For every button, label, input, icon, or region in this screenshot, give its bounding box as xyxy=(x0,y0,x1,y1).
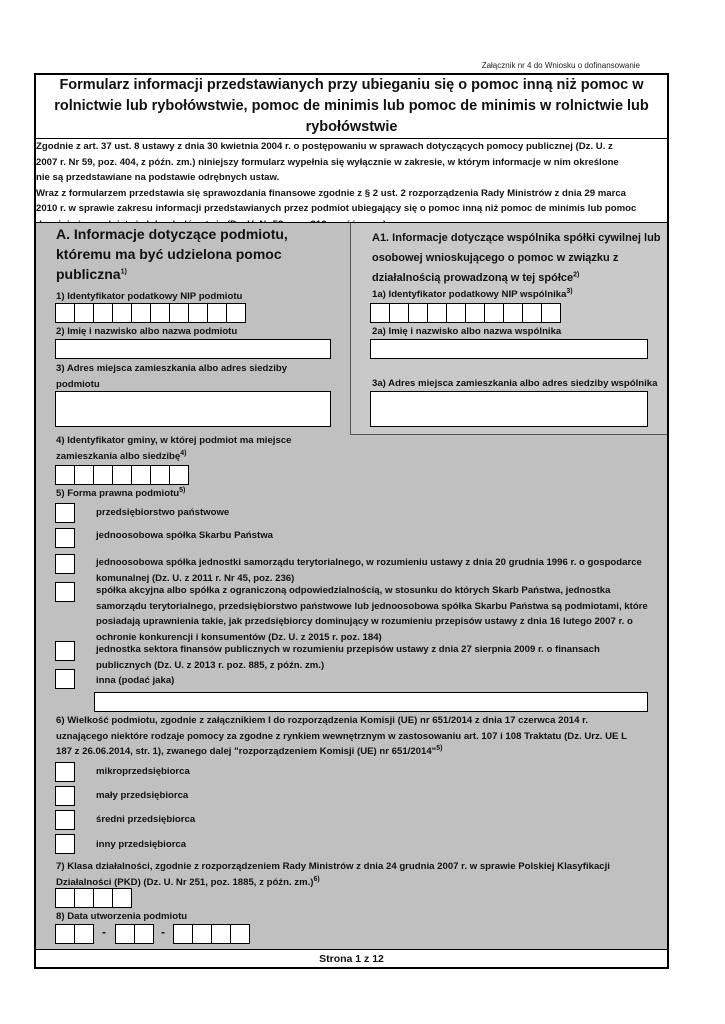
partner-nip-digit[interactable] xyxy=(503,303,523,323)
legal-form-checkbox[interactable] xyxy=(55,503,75,523)
nip-digit[interactable] xyxy=(150,303,170,323)
legal-form-option: jednostka sektora finansów publicznych w rozumieniu przepisów ustawy z dnia 27 sierpnia 2009 r. o finansach publicznych (Dz. U. z 2013 r. poz. 885, z późn. zm.) xyxy=(96,644,600,671)
partner-nip-digit[interactable] xyxy=(465,303,485,323)
legal-line: Zgodnie z art. 37 ust. 8 ustawy z dnia 30 kwietnia 2004 r. o postępowaniu w sprawach dotyczących pomocy publicznej (Dz. U. z xyxy=(36,141,613,152)
name-label: 2) Imię i nazwisko albo nazwa podmiotu xyxy=(56,326,238,337)
section-a1-heading-text: A1. Informacje dotyczące wspólnika spółki cywilnej lub osobowej wnioskującego o pomoc w związku z działalnością prowadzoną w tej spółce xyxy=(372,232,661,284)
nip-digit[interactable] xyxy=(74,303,94,323)
address-label: 3) Adres miejsca zamieszkania albo adres siedziby podmiotu xyxy=(56,363,288,390)
nip-digit[interactable] xyxy=(188,303,208,323)
commune-id-input[interactable] xyxy=(55,465,188,485)
nip-input[interactable] xyxy=(55,303,245,323)
nip-digit[interactable] xyxy=(93,303,113,323)
legal-form-checkbox[interactable] xyxy=(55,641,75,661)
date-separator: - xyxy=(102,925,106,939)
commune-id-label xyxy=(56,433,326,464)
pkd-char[interactable] xyxy=(74,888,94,908)
legal-form-option: jednoosobowa spółka Skarbu Państwa xyxy=(96,530,273,541)
footnote-ref: 4) xyxy=(180,449,187,457)
size-checkbox[interactable] xyxy=(55,810,75,830)
footnote-ref: 3) xyxy=(566,287,573,295)
size-option: inny przedsiębiorca xyxy=(96,839,187,850)
nip-label: 1) Identyfikator podatkowy NIP podmiotu xyxy=(56,291,243,302)
size-checkbox[interactable] xyxy=(55,834,75,854)
pkd-label xyxy=(56,859,646,890)
company-size-label-text: 6) Wielkość podmiotu, zgodnie z załącznikiem I do rozporządzenia Komisji (UE) nr 651/2014 z dnia 17 czerwca 2014 r. uznającego niektóre rodzaje pomocy za zgodne z rynkiem wewnętrznym w zastosowaniu art. 107 i 108 Traktatu (Dz. Urz. UE L 187 z 26.06.2014, str. 1), zwanego dalej "rozporządzeniem Komisji (UE) nr 651/2014" xyxy=(56,715,627,757)
legal-form-option: spółka akcyjna albo spółka z ograniczoną odpowiedzialnością, w stosunku do których Skarb Państwa, jednostka samorządu terytorialnego, przedsiębiorstwo państwowe lub jednoosobowa spółka Skarbu Państwa są podmiotami, które posiadają uprawnienia takie, jak przedsiębiorcy dominujący w rozumieniu przepisów ustawy z dnia 16 lutego 2007 r. o ochronie konkurencji i konsumentów (Dz. U. z 2015 r. poz. 184) xyxy=(96,585,648,643)
partner-nip-digit[interactable] xyxy=(389,303,409,323)
partner-nip-digit[interactable] xyxy=(484,303,504,323)
footnote-ref: 1) xyxy=(120,268,127,276)
nip-digit[interactable] xyxy=(131,303,151,323)
nip-digit[interactable] xyxy=(169,303,189,323)
title-line: Formularz informacji przedstawianych przy ubieganiu się o pomoc inną niż pomoc w xyxy=(59,77,644,93)
other-legal-form-input[interactable] xyxy=(94,692,648,712)
partner-nip-label xyxy=(372,287,573,303)
partner-nip-digit[interactable] xyxy=(541,303,561,323)
address-input[interactable] xyxy=(55,391,331,427)
title-line: rolnictwie lub rybołówstwie, pomoc de minimis lub pomoc de minimis w rolnictwie lub xyxy=(54,98,649,114)
legal-form-label-text: 5) Forma prawna podmiotu xyxy=(56,488,180,499)
legal-form-label xyxy=(56,486,185,502)
commune-id-label-text: 4) Identyfikator gminy, w której podmiot ma miejsce zamieszkania albo siedzibę xyxy=(56,435,292,462)
section-a-heading-text: A. Informacje dotyczące podmiotu, któremu ma być udzielona pomoc publiczna xyxy=(56,226,288,282)
date-year-input[interactable] xyxy=(173,924,249,944)
footnote-ref: 5) xyxy=(179,486,186,494)
section-a-heading xyxy=(56,224,341,284)
commune-digit[interactable] xyxy=(55,465,75,485)
date-digit[interactable] xyxy=(74,924,94,944)
date-digit[interactable] xyxy=(192,924,212,944)
partner-name-label: 2a) Imię i nazwisko albo nazwa wspólnika xyxy=(372,326,562,337)
date-digit[interactable] xyxy=(134,924,154,944)
legal-line: nie są przedstawiane na podstawie odrębnych ustaw. xyxy=(36,172,280,183)
company-size-label xyxy=(56,713,636,760)
title-line: rybołówstwie xyxy=(305,119,398,135)
section-a1-heading xyxy=(372,228,662,288)
annex-note: Załącznik nr 4 do Wniosku o dofinansowanie xyxy=(481,61,640,70)
commune-digit[interactable] xyxy=(74,465,94,485)
legal-line: 2007 r. Nr 59, poz. 404, z późn. zm.) niniejszy formularz wypełnia się wyłącznie w zakresie, w którym informacje w nim określone xyxy=(36,156,619,168)
date-digit[interactable] xyxy=(173,924,193,944)
legal-form-checkbox[interactable] xyxy=(55,554,75,574)
pkd-char[interactable] xyxy=(55,888,75,908)
size-option: średni przedsiębiorca xyxy=(96,814,196,825)
size-checkbox[interactable] xyxy=(55,762,75,782)
partner-nip-input[interactable] xyxy=(370,303,560,323)
date-day-input[interactable] xyxy=(55,924,93,944)
legal-form-checkbox[interactable] xyxy=(55,582,75,602)
date-digit[interactable] xyxy=(115,924,135,944)
legal-line: Wraz z formularzem przedstawia się sprawozdania finansowe zgodnie z § 2 ust. 2 rozporządzenia Rady Ministrów z dnia 29 marca xyxy=(36,187,626,199)
commune-digit[interactable] xyxy=(131,465,151,485)
legal-form-option: jednoosobowa spółka jednostki samorządu terytorialnego, w rozumieniu ustawy z dnia 20 grudnia 1996 r. o gospodarce komunalnej (Dz. U. z 2011 r. Nr 45, poz. 236) xyxy=(96,557,642,584)
partner-name-input[interactable] xyxy=(370,339,648,359)
pkd-char[interactable] xyxy=(93,888,113,908)
commune-digit[interactable] xyxy=(169,465,189,485)
date-digit[interactable] xyxy=(211,924,231,944)
page-number: Strona 1 z 12 xyxy=(36,949,667,967)
nip-digit[interactable] xyxy=(207,303,227,323)
legal-line: 2010 r. w sprawie zakresu informacji przedstawianych przez podmiot ubiegający się o pomoc inną niż pomoc de minimis lub pomoc xyxy=(36,203,637,214)
date-digit[interactable] xyxy=(230,924,250,944)
form-title xyxy=(36,75,667,138)
partner-nip-digit[interactable] xyxy=(370,303,390,323)
legal-form-option: przedsiębiorstwo państwowe xyxy=(96,507,230,518)
date-digit[interactable] xyxy=(55,924,75,944)
footnote-ref: 6) xyxy=(313,875,320,883)
name-input[interactable] xyxy=(55,339,331,359)
pkd-label-text: 7) Klasa działalności, zgodnie z rozporządzeniem Rady Ministrów z dnia 24 grudnia 2007 r. w sprawie Polskiej Klasyfikacji Działalności (PKD) (Dz. U. Nr 251, poz. 1885, z późn. zm.) xyxy=(56,861,610,888)
partner-nip-digit[interactable] xyxy=(427,303,447,323)
partner-address-input[interactable] xyxy=(370,391,648,427)
size-option: mały przedsiębiorca xyxy=(96,790,189,801)
nip-digit[interactable] xyxy=(226,303,246,323)
partner-nip-label-text: 1a) Identyfikator podatkowy NIP wspólnika xyxy=(372,289,567,300)
pkd-char[interactable] xyxy=(112,888,132,908)
size-checkbox[interactable] xyxy=(55,786,75,806)
partner-nip-digit[interactable] xyxy=(522,303,542,323)
nip-digit[interactable] xyxy=(55,303,75,323)
footnote-ref: 2) xyxy=(573,271,580,279)
partner-nip-digit[interactable] xyxy=(408,303,428,323)
legal-form-option: inna (podać jaka) xyxy=(96,675,175,686)
partner-address-label: 3a) Adres miejsca zamieszkania albo adres siedziby wspólnika xyxy=(372,378,658,389)
legal-form-checkbox[interactable] xyxy=(55,528,75,548)
size-option: mikroprzedsiębiorca xyxy=(96,766,190,777)
commune-digit[interactable] xyxy=(93,465,113,485)
commune-digit[interactable] xyxy=(112,465,132,485)
pkd-input[interactable] xyxy=(55,888,131,908)
legal-basis xyxy=(36,138,667,232)
date-month-input[interactable] xyxy=(115,924,153,944)
creation-date-label: 8) Data utworzenia podmiotu xyxy=(56,911,188,922)
date-separator: - xyxy=(161,925,165,939)
footnote-ref: 5) xyxy=(436,744,443,752)
nip-digit[interactable] xyxy=(112,303,132,323)
commune-digit[interactable] xyxy=(150,465,170,485)
partner-nip-digit[interactable] xyxy=(446,303,466,323)
legal-form-checkbox[interactable] xyxy=(55,669,75,689)
